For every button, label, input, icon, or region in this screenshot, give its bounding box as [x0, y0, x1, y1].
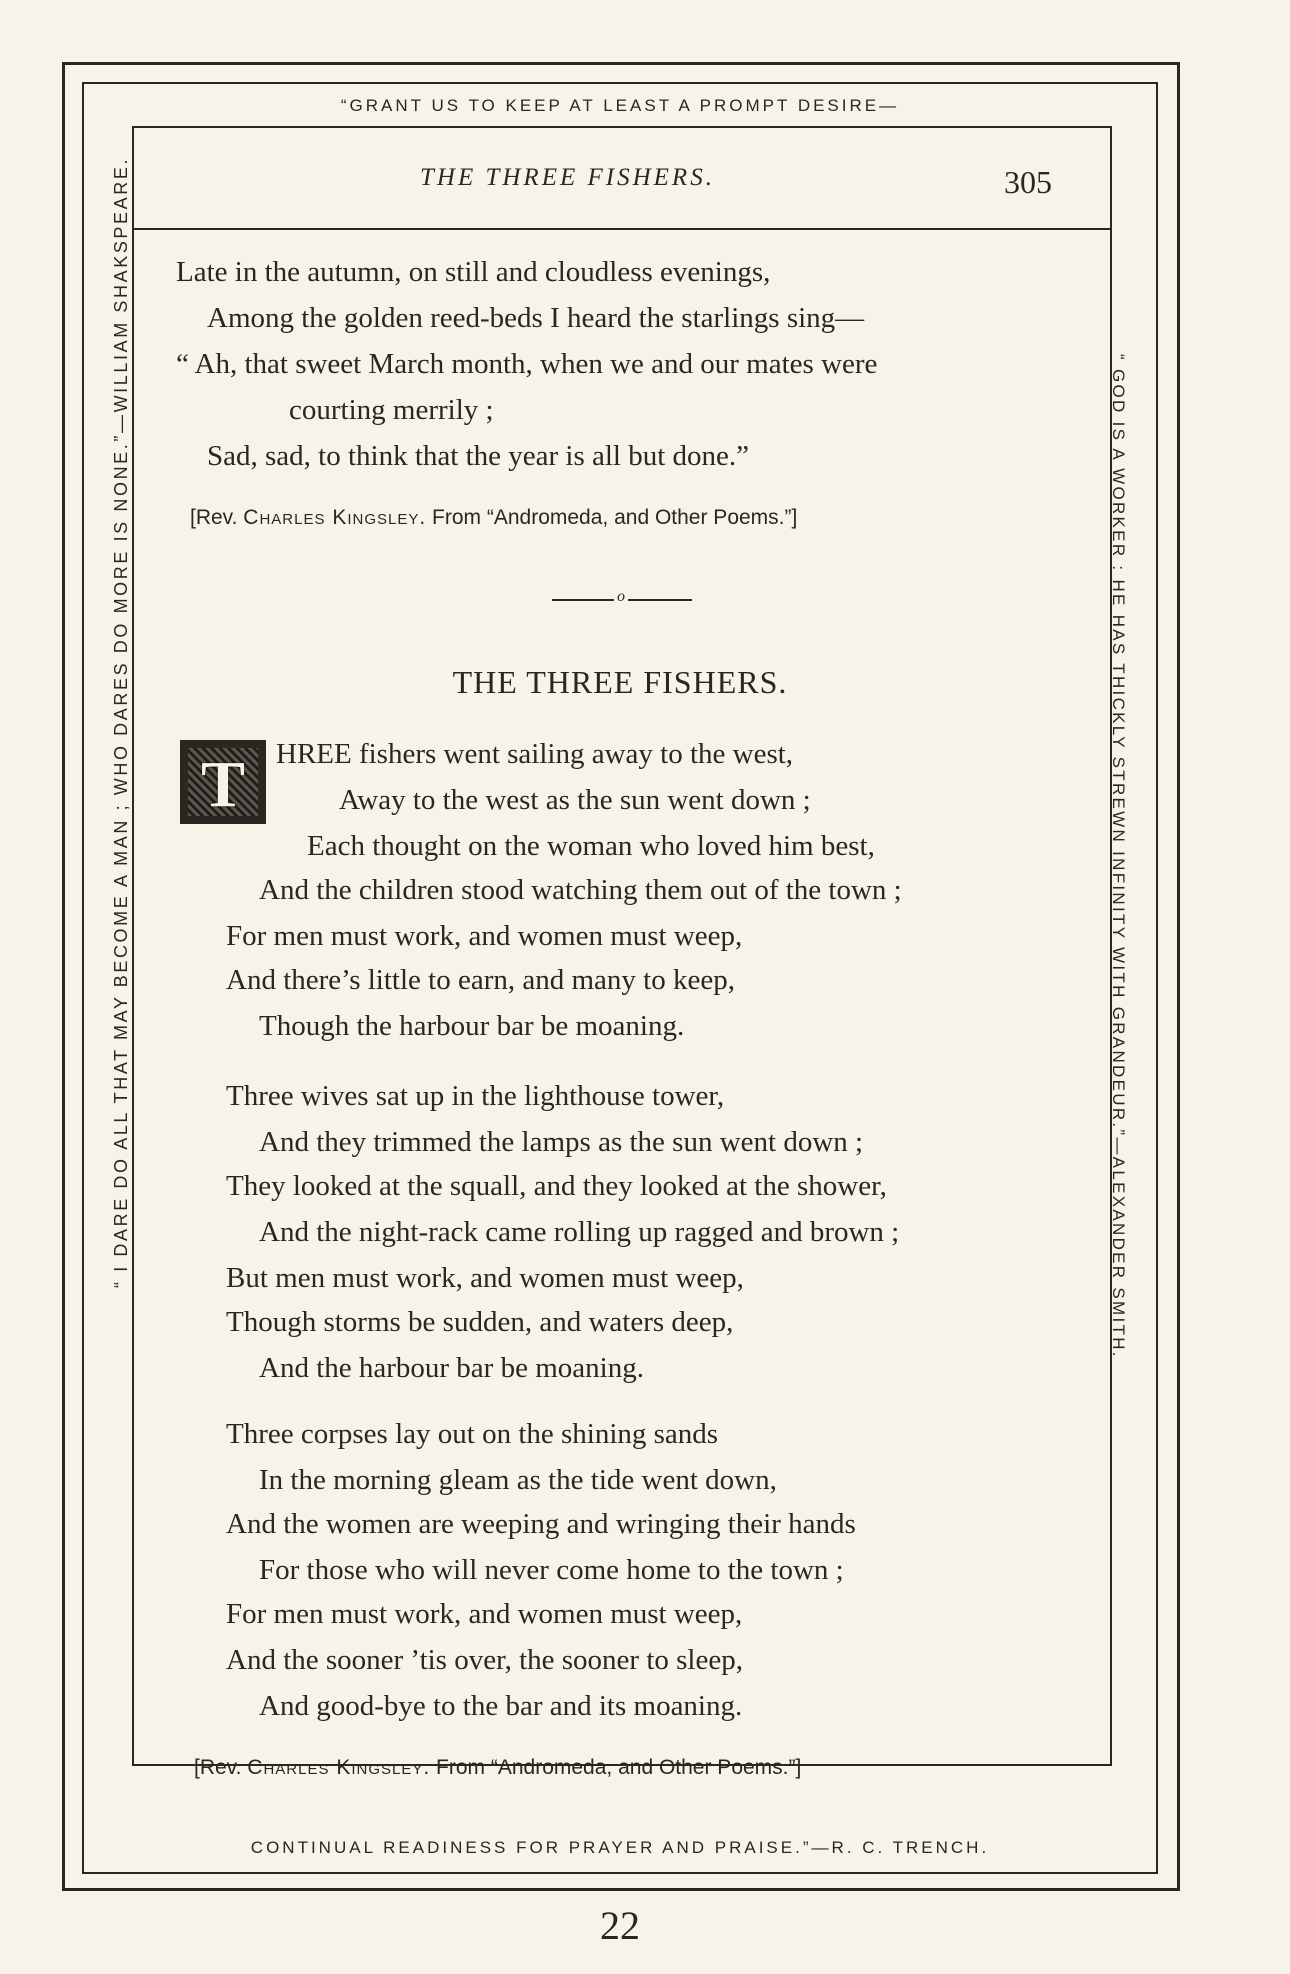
poem-line: HREE fishers went sailing away to the west,	[276, 738, 794, 770]
poem-line: Away to the west as the sun went down ;	[339, 784, 811, 816]
poem-line: And the sooner ’tis over, the sooner to sleep,	[226, 1644, 743, 1676]
header-rule	[132, 228, 1112, 230]
poem-line: And the harbour bar be moaning.	[259, 1352, 644, 1384]
poem-line: And the night-rack came rolling up ragged and brown ;	[259, 1216, 900, 1248]
poem-line: And good-bye to the bar and its moaning.	[259, 1690, 743, 1722]
poem-line: And the children stood watching them out of the town ;	[259, 874, 902, 906]
poem-line: For men must work, and women must weep,	[226, 1598, 743, 1630]
excerpt-line: Among the golden reed-beds I heard the starlings sing—	[207, 302, 865, 334]
poem-line: And there’s little to earn, and many to keep,	[226, 964, 735, 996]
margin-quote-top: “GRANT US TO KEEP AT LEAST A PROMPT DESIRE—	[340, 96, 900, 115]
poem-line: Each thought on the woman who loved him best,	[307, 830, 875, 862]
poem-line: For those who will never come home to the town ;	[259, 1554, 844, 1586]
poem-line: In the morning gleam as the tide went down,	[259, 1464, 777, 1496]
attribution-prefix: [Rev.	[190, 506, 244, 529]
excerpt-line: “ Ah, that sweet March month, when we and our mates were	[176, 348, 878, 380]
margin-quote-bottom: CONTINUAL READINESS FOR PRAYER AND PRAISE.”—R. C. TRENCH.	[250, 1838, 990, 1857]
poem-title: THE THREE FISHERS.	[452, 664, 788, 700]
poem-line: But men must work, and women must weep,	[226, 1262, 744, 1294]
excerpt-line: Late in the autumn, on still and cloudless evenings,	[176, 256, 771, 288]
excerpt-line: Sad, sad, to think that the year is all but done.”	[207, 440, 750, 472]
page-number: 305	[1004, 164, 1052, 200]
dropcap-ornament	[180, 740, 266, 824]
poem-line: Three corpses lay out on the shining sands	[226, 1418, 719, 1450]
poem-line: Though storms be sudden, and waters deep,	[226, 1306, 734, 1338]
poem-line: And they trimmed the lamps as the sun went down ;	[259, 1126, 864, 1158]
attribution-source: From “Andromeda, and Other Poems.”]	[426, 506, 798, 529]
attribution-author: Charles Kingsley.	[247, 1756, 431, 1779]
attribution-source: From “Andromeda, and Other Poems.”]	[430, 1756, 802, 1779]
poem-line: For men must work, and women must weep,	[226, 920, 743, 952]
margin-quote-right: “ GOD IS A WORKER : HE HAS THICKLY STREWN INFINITY WITH GRANDEUR.”—ALEXANDER SMITH.	[1109, 354, 1128, 1359]
attribution-author: Charles Kingsley.	[243, 506, 427, 529]
poem-line: Three wives sat up in the lighthouse tower,	[226, 1080, 725, 1112]
excerpt-line: courting merrily ;	[289, 394, 494, 426]
outer-border-bottom	[62, 1888, 1180, 1891]
poem-line: They looked at the squall, and they looked at the shower,	[226, 1170, 887, 1202]
poem-attribution	[194, 1756, 801, 1780]
poem-line: Though the harbour bar be moaning.	[259, 1010, 685, 1042]
dropcap-letter: T	[200, 748, 246, 821]
running-title: THE THREE FISHERS.	[420, 164, 715, 191]
divider-mark: o	[614, 588, 628, 606]
excerpt-attribution	[190, 506, 797, 530]
attribution-prefix: [Rev.	[194, 1756, 248, 1779]
folio-number: 22	[600, 1903, 640, 1948]
poem-line: And the women are weeping and wringing their hands	[226, 1508, 856, 1540]
margin-quote-left: “ I DARE DO ALL THAT MAY BECOME A MAN ; WHO DARES DO MORE IS NONE.”—WILLIAM SHAKSPEARE.	[111, 156, 131, 1288]
